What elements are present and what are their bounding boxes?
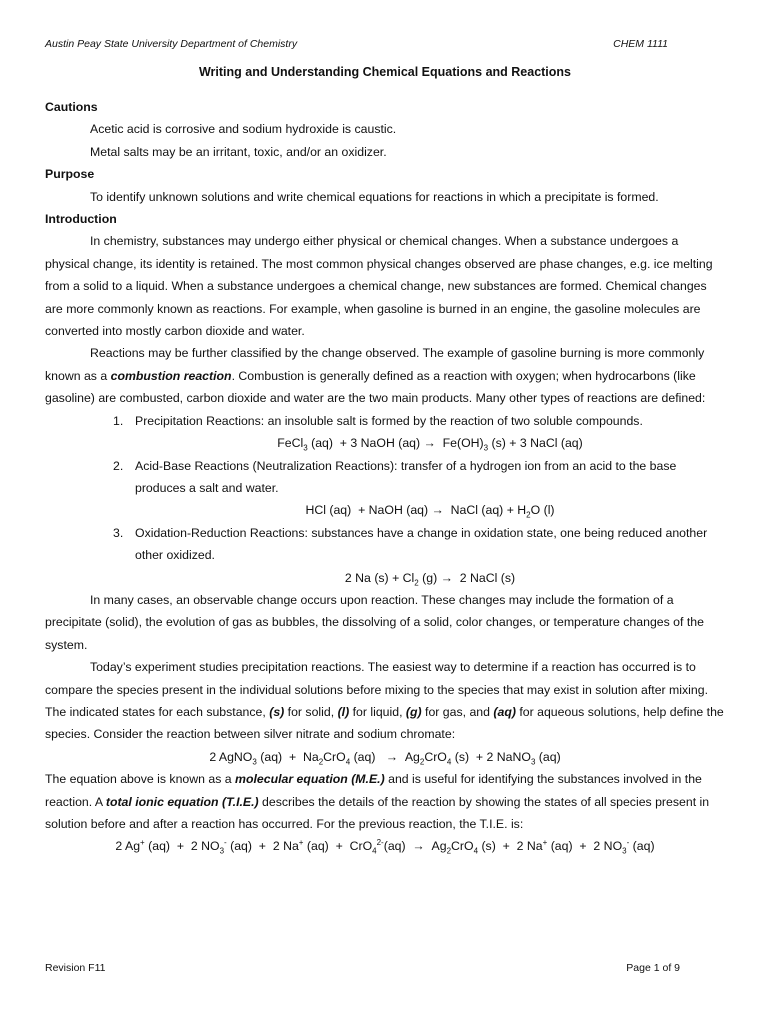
molecular-equation-term: molecular equation (M.E.)	[235, 772, 385, 787]
reaction-type-item	[45, 455, 725, 500]
intro-paragraph-4	[45, 656, 725, 746]
p5-text-c: describes the details of the reaction by showing the states of all species present in solution before and after a reaction has occurred. For the previous reaction, the T.I.E. is:	[45, 794, 710, 831]
introduction-heading: Introduction	[45, 212, 117, 227]
cautions-heading: Cautions	[45, 100, 98, 114]
p2-text-b: . Combustion is generally defined as a reaction with oxygen; when hydrocarbons (like gasoline) are combusted, carbon dioxide and water are the two main products. Many other types of reactions are defined:	[45, 368, 706, 406]
redox-equation: 2 Na $(s) + Cl_2$ (g) → 2 NaCl (s)	[344, 570, 516, 587]
list-number: 1.	[113, 413, 124, 428]
state-liquid-text: for liquid,	[349, 704, 406, 719]
p2-text-a: Reactions may be further classified by the change observed. The example of gasoline burning is more commonly known as a	[45, 346, 705, 383]
purpose-text: To identify unknown solutions and write chemical equations for reactions in which a precipitate is formed.	[90, 189, 659, 204]
state-gas-symbol: (g)	[405, 704, 422, 719]
p4-text: Today’s experiment studies precipitation reactions. The easiest way to determine if a reaction has occurred is to compare the species present in the individual solutions before mixing to the species that may exist in solution after mixing. The indicated states for each substance,	[45, 660, 709, 719]
total-ionic-equation: 2 Ag+ (aq) + 2 $NO_3^-$ (aq) + 2 Na+ $(aq) + CrO_4^{2-}(aq) \to Ag_2CrO_4$ (s) + 2 Na+ (aq) + 2 $NO_3^-$ (aq)	[115, 838, 655, 856]
document-title: Writing and Understanding Chemical Equations and Reactions	[198, 65, 572, 79]
state-aqueous-text: for aqueous solutions, help define the species. Consider the reaction between silver nitrate and sodium chromate:	[45, 704, 724, 742]
footer-page-number: Page 1 of 9	[626, 962, 680, 974]
state-solid-text: for solid,	[284, 704, 338, 719]
list-item-text: Precipitation Reactions: an insoluble salt is formed by the reaction of two soluble compounds.	[135, 413, 643, 428]
list-number: 3.	[113, 525, 124, 540]
acid-base-equation: HCl (aq) + NaOH (aq) → NaCl $(aq) + H_2O$ (l)	[305, 503, 555, 520]
list-item-text: Oxidation-Reduction Reactions: substances have a change in oxidation state, one being reduced another other oxidized.	[135, 525, 708, 563]
state-aqueous-symbol: (aq)	[493, 704, 516, 719]
p5-text-a: The equation above is known as a	[45, 772, 236, 787]
list-item-text: Acid-Base Reactions (Neutralization Reactions): transfer of a hydrogen ion from an acid to the base produces a salt and water.	[135, 458, 677, 495]
purpose-heading: Purpose	[45, 167, 95, 182]
footer-revision: Revision F11	[45, 962, 106, 974]
caution-line-1: Acetic acid is corrosive and sodium hydroxide is caustic.	[90, 122, 397, 137]
header-course: CHEM 1111	[613, 38, 668, 50]
document-body	[45, 96, 725, 858]
reaction-type-item	[45, 522, 725, 567]
state-liquid-symbol: (l)	[337, 704, 350, 719]
list-number: 2.	[113, 458, 124, 473]
reaction-type-item	[45, 410, 725, 432]
caution-line-2: Metal salts may be an irritant, toxic, and/or an oxidizer.	[90, 144, 387, 159]
total-ionic-equation-term: total ionic equation (T.I.E.)	[105, 794, 259, 809]
molecular-equation: 2 AgNO$_3$ $(aq) + Na_2CrO_4$ $(aq) \to Ag_2CrO_4$ (s) + 2 NaNO$_3$ (aq)	[209, 749, 561, 767]
precipitation-equation: FeCl$_3$ (aq) + 3 NaOH $(aq) \to Fe(OH)_3$ (s) + 3 NaCl (aq)	[277, 436, 583, 453]
intro-paragraph-3: In many cases, an observable change occurs upon reaction. These changes may include the formation of a precipitate (solid), the evolution of gas as bubbles, the dissolving of a solid, color changes, or temperature changes of the system.	[45, 592, 704, 652]
header-institution: Austin Peay State University Department of Chemistry	[45, 38, 298, 50]
combustion-reaction-term: combustion reaction	[110, 368, 232, 383]
intro-paragraph-5	[45, 768, 725, 835]
p5-text-b: and is useful for identifying the substances involved in the reaction. A	[45, 772, 702, 809]
state-solid-symbol: (s)	[269, 704, 285, 719]
state-gas-text: for gas, and	[421, 704, 494, 719]
intro-paragraph-2	[45, 342, 725, 409]
intro-paragraph-1: In chemistry, substances may undergo either physical or chemical changes. When a substance undergoes a physical change, its identity is retained. The most common physical changes observed are phase changes, e.g. ice melting from a solid to a liquid. When a substance undergoes a chemical change, new substances are formed. Chemical changes are more commonly known as reactions. For example, when gasoline is burned in an engine, the gasoline molecules are converted into mostly carbon dioxide and water.	[45, 234, 713, 339]
